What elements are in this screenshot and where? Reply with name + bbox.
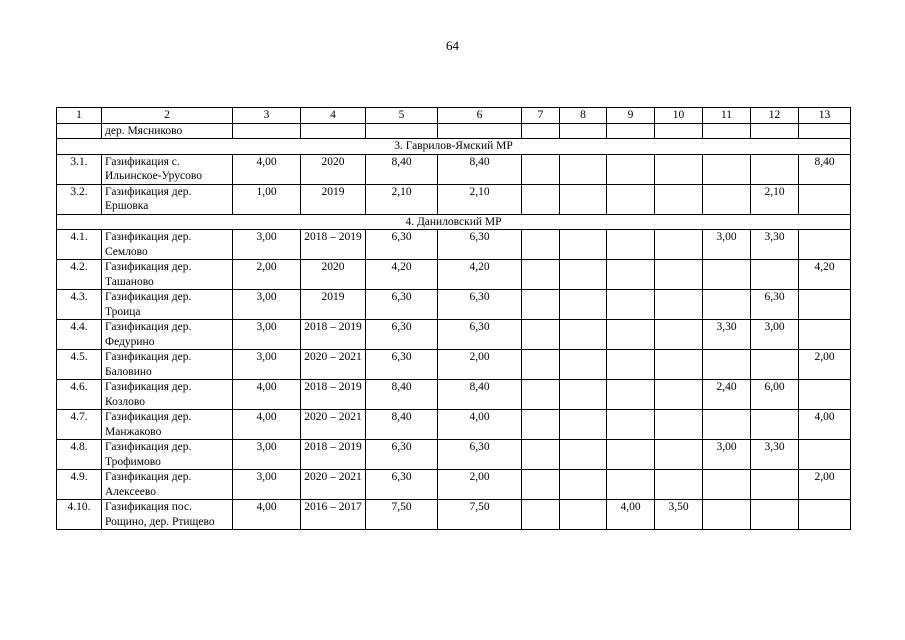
table-cell-col-9	[607, 350, 655, 380]
table-cell-col-8	[560, 230, 607, 260]
table-cell-col-3: 3,00	[233, 320, 301, 350]
table-cell-col-10	[655, 410, 703, 440]
table-cell-col-8	[560, 123, 607, 139]
table-cell-col-12	[751, 154, 799, 184]
table-cell-col-2: 2	[102, 108, 233, 124]
table-cell-col-11	[703, 260, 751, 290]
table-cell-col-6: 6,30	[438, 320, 522, 350]
table-cell-col-13: 2,00	[799, 350, 851, 380]
page-number: 64	[446, 38, 459, 53]
table-cell-col-5: 6,30	[366, 350, 438, 380]
table-cell-col-7	[522, 500, 560, 530]
table-cell-col-10	[655, 440, 703, 470]
table-cell-col-13: 8,40	[799, 154, 851, 184]
table-cell-col-11	[703, 154, 751, 184]
table-cell-col-3: 3	[233, 108, 301, 124]
table-cell-col-9	[607, 440, 655, 470]
table-cell-col-10: 10	[655, 108, 703, 124]
table-cell-col-1	[57, 123, 102, 139]
table-cell-col-9: 9	[607, 108, 655, 124]
table-cell-col-4: 2016 – 2017	[301, 500, 366, 530]
table-cell-col-13	[799, 380, 851, 410]
table-cell-col-11	[703, 290, 751, 320]
table-cell-col-10	[655, 123, 703, 139]
table-cell-col-6: 7,50	[438, 500, 522, 530]
table-cell-col-1: 4.2.	[57, 260, 102, 290]
table-cell-col-2: Газификация дер. Ершовка	[102, 184, 233, 214]
table-cell-col-12: 3,30	[751, 440, 799, 470]
table-row	[57, 154, 851, 184]
table-cell-col-3: 1,00	[233, 184, 301, 214]
table-cell-col-10	[655, 260, 703, 290]
table-cell-col-9: 4,00	[607, 500, 655, 530]
table-cell-col-7	[522, 260, 560, 290]
table-cell-col-13	[799, 123, 851, 139]
table-cell-col-3: 4,00	[233, 410, 301, 440]
table-cell-col-4: 2020 – 2021	[301, 410, 366, 440]
table-cell-col-12	[751, 350, 799, 380]
table-header-row	[57, 108, 851, 124]
table-cell-col-11: 3,00	[703, 440, 751, 470]
table-cell-col-4: 2020	[301, 154, 366, 184]
table-cell-col-2: Газификация с. Ильинское-Урусово	[102, 154, 233, 184]
table-cell-col-7	[522, 123, 560, 139]
table-cell-col-6: 2,00	[438, 470, 522, 500]
table-cell-col-11	[703, 500, 751, 530]
table-cell-col-10	[655, 154, 703, 184]
table-row	[57, 184, 851, 214]
table-cell-col-9	[607, 184, 655, 214]
table-cell-col-3: 3,00	[233, 440, 301, 470]
table-cell-col-13: 4,00	[799, 410, 851, 440]
table-cell-col-6: 6,30	[438, 440, 522, 470]
table-cell-col-7	[522, 184, 560, 214]
table-row	[57, 440, 851, 470]
table-row	[57, 260, 851, 290]
table-cell-col-6: 6,30	[438, 290, 522, 320]
table-cell-col-8	[560, 260, 607, 290]
table-cell-col-8	[560, 500, 607, 530]
table-cell-col-7: 7	[522, 108, 560, 124]
table-cell-col-5: 8,40	[366, 410, 438, 440]
table-cell-col-4: 2018 – 2019	[301, 230, 366, 260]
table-row	[57, 380, 851, 410]
table-cell-col-4: 2019	[301, 290, 366, 320]
table-cell-col-7	[522, 440, 560, 470]
data-table	[56, 107, 851, 530]
table-cell-col-5: 2,10	[366, 184, 438, 214]
table-cell-col-5: 6,30	[366, 470, 438, 500]
table-cell-col-12	[751, 470, 799, 500]
table-cell-col-5: 7,50	[366, 500, 438, 530]
table-cell-col-10	[655, 470, 703, 500]
table-cell-col-1: 4.8.	[57, 440, 102, 470]
table-cell-col-2: Газификация дер. Троица	[102, 290, 233, 320]
table-cell-col-8	[560, 470, 607, 500]
table-cell-col-2: Газификация пос. Рощино, дер. Ртищево	[102, 500, 233, 530]
table-cell-col-10	[655, 380, 703, 410]
table-cell-col-8	[560, 380, 607, 410]
table-cell-col-12: 12	[751, 108, 799, 124]
table-cell-col-13	[799, 230, 851, 260]
table-row	[57, 470, 851, 500]
table-cell-col-10	[655, 230, 703, 260]
table-cell-col-1: 4.7.	[57, 410, 102, 440]
table-cell-col-5: 6,30	[366, 230, 438, 260]
table-cell-col-9	[607, 154, 655, 184]
table-cell-col-1: 4.5.	[57, 350, 102, 380]
table-cell-col-11	[703, 410, 751, 440]
table-cell-col-3: 4,00	[233, 500, 301, 530]
table-cell-col-2: Газификация дер. Манжаково	[102, 410, 233, 440]
table-cell-col-3: 3,00	[233, 230, 301, 260]
table-cell-col-4: 2018 – 2019	[301, 380, 366, 410]
table-cell-col-6: 4,00	[438, 410, 522, 440]
table-cell-col-5: 8,40	[366, 154, 438, 184]
table-cell-col-6: 4,20	[438, 260, 522, 290]
section-title: 4. Даниловский МР	[57, 214, 851, 230]
table-cell-col-7	[522, 154, 560, 184]
table-cell-col-5: 6,30	[366, 440, 438, 470]
table-cell-col-1: 1	[57, 108, 102, 124]
table-cell-col-9	[607, 380, 655, 410]
table-cell-col-11: 11	[703, 108, 751, 124]
table-cell-col-8	[560, 320, 607, 350]
table-cell-col-12	[751, 260, 799, 290]
table-cell-col-11	[703, 470, 751, 500]
table-cell-col-10	[655, 350, 703, 380]
table-cell-col-12	[751, 500, 799, 530]
table-cell-col-12: 6,00	[751, 380, 799, 410]
table-cell-col-1: 4.4.	[57, 320, 102, 350]
table-cell-col-3: 3,00	[233, 290, 301, 320]
table-cell-col-2: Газификация дер. Козлово	[102, 380, 233, 410]
table-cell-col-6: 8,40	[438, 154, 522, 184]
table-row	[57, 350, 851, 380]
table-cell-col-10: 3,50	[655, 500, 703, 530]
section-heading-row	[57, 139, 851, 155]
table-cell-col-8: 8	[560, 108, 607, 124]
table-cell-col-1: 3.1.	[57, 154, 102, 184]
table-cell-col-7	[522, 230, 560, 260]
table-cell-col-8	[560, 184, 607, 214]
table-cell-col-9	[607, 290, 655, 320]
table-cell-col-13	[799, 320, 851, 350]
table-cell-col-5: 6,30	[366, 290, 438, 320]
table-cell-col-12: 3,30	[751, 230, 799, 260]
table-cell-col-9	[607, 123, 655, 139]
table-cell-col-12	[751, 123, 799, 139]
table-cell-col-4: 2019	[301, 184, 366, 214]
table-cell-col-12: 3,00	[751, 320, 799, 350]
table-cell-col-7	[522, 380, 560, 410]
table-cell-col-10	[655, 290, 703, 320]
table-row	[57, 290, 851, 320]
table-cell-col-8	[560, 154, 607, 184]
table-cell-col-8	[560, 290, 607, 320]
table-cell-col-2: Газификация дер. Трофимово	[102, 440, 233, 470]
table-cell-col-2: Газификация дер. Ташаново	[102, 260, 233, 290]
table-cell-col-13: 13	[799, 108, 851, 124]
table-cell-col-1: 4.10.	[57, 500, 102, 530]
table-cell-col-4: 4	[301, 108, 366, 124]
table-cell-col-2: Газификация дер. Алексеево	[102, 470, 233, 500]
table-cell-col-5: 8,40	[366, 380, 438, 410]
table-cell-col-13	[799, 184, 851, 214]
table-cell-col-3: 3,00	[233, 470, 301, 500]
table-cell-col-4: 2020	[301, 260, 366, 290]
table-cell-col-3	[233, 123, 301, 139]
table-cell-col-13	[799, 290, 851, 320]
table-cell-col-3: 4,00	[233, 380, 301, 410]
table-cell-col-7	[522, 410, 560, 440]
table-cell-col-11: 3,00	[703, 230, 751, 260]
table-cell-col-2: дер. Мясниково	[102, 123, 233, 139]
section-title: 3. Гаврилов-Ямский МР	[57, 139, 851, 155]
table-cell-col-13: 4,20	[799, 260, 851, 290]
table-cell-col-9	[607, 320, 655, 350]
table-cell-col-6: 6,30	[438, 230, 522, 260]
table-cell-col-11: 2,40	[703, 380, 751, 410]
table-cell-col-6: 8,40	[438, 380, 522, 410]
table-cell-col-5	[366, 123, 438, 139]
table-cell-col-8	[560, 410, 607, 440]
table-row	[57, 500, 851, 530]
table-cell-col-7	[522, 290, 560, 320]
table-cell-col-4: 2018 – 2019	[301, 320, 366, 350]
table-cell-col-12	[751, 410, 799, 440]
table-cell-col-9	[607, 260, 655, 290]
table-row	[57, 410, 851, 440]
table-cell-col-10	[655, 320, 703, 350]
table-cell-col-5: 6,30	[366, 320, 438, 350]
table-cell-col-4	[301, 123, 366, 139]
table-cell-col-4: 2020 – 2021	[301, 470, 366, 500]
table-cell-col-6: 2,10	[438, 184, 522, 214]
table-cell-col-9	[607, 470, 655, 500]
table-cell-col-4: 2018 – 2019	[301, 440, 366, 470]
table-cell-col-13	[799, 500, 851, 530]
table-cell-col-2: Газификация дер. Баловино	[102, 350, 233, 380]
table-cell-col-8	[560, 440, 607, 470]
table-cell-col-13	[799, 440, 851, 470]
section-heading-row	[57, 214, 851, 230]
table-cell-col-6	[438, 123, 522, 139]
table-cell-col-7	[522, 470, 560, 500]
table-cell-col-7	[522, 350, 560, 380]
table-cell-col-9	[607, 410, 655, 440]
table-row	[57, 230, 851, 260]
table-row	[57, 320, 851, 350]
table-cell-col-2: Газификация дер. Федурино	[102, 320, 233, 350]
table-cell-col-10	[655, 184, 703, 214]
table-cell-col-1: 3.2.	[57, 184, 102, 214]
table-cell-col-5: 5	[366, 108, 438, 124]
table-cell-col-1: 4.6.	[57, 380, 102, 410]
table-cell-col-11	[703, 184, 751, 214]
table-cell-col-3: 2,00	[233, 260, 301, 290]
table-row	[57, 123, 851, 139]
table-cell-col-8	[560, 350, 607, 380]
table-cell-col-12: 6,30	[751, 290, 799, 320]
table-cell-col-13: 2,00	[799, 470, 851, 500]
table-cell-col-12: 2,10	[751, 184, 799, 214]
table-cell-col-9	[607, 230, 655, 260]
table-cell-col-1: 4.9.	[57, 470, 102, 500]
table-cell-col-6: 6	[438, 108, 522, 124]
table-cell-col-3: 4,00	[233, 154, 301, 184]
table-cell-col-11: 3,30	[703, 320, 751, 350]
table-cell-col-1: 4.3.	[57, 290, 102, 320]
table-cell-col-4: 2020 – 2021	[301, 350, 366, 380]
table-cell-col-7	[522, 320, 560, 350]
table-cell-col-5: 4,20	[366, 260, 438, 290]
table-cell-col-11	[703, 123, 751, 139]
table-cell-col-11	[703, 350, 751, 380]
table-cell-col-2: Газификация дер. Семлово	[102, 230, 233, 260]
table-cell-col-3: 3,00	[233, 350, 301, 380]
table-cell-col-6: 2,00	[438, 350, 522, 380]
table-cell-col-1: 4.1.	[57, 230, 102, 260]
